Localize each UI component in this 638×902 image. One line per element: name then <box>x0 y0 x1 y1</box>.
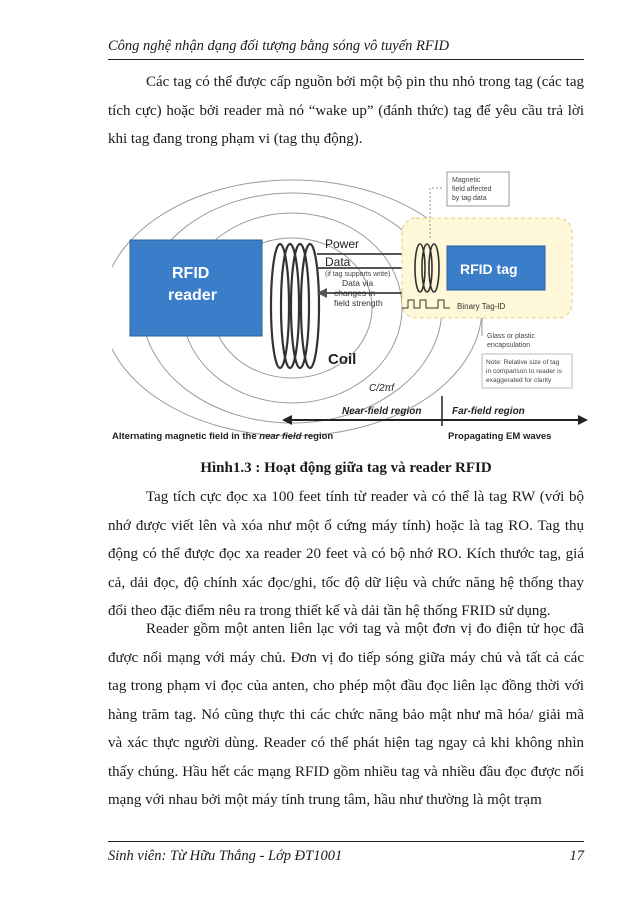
relative-note-2: in comparison to reader is <box>486 368 562 375</box>
rfid-diagram <box>112 168 588 446</box>
magnetic-note-2: field affected <box>452 186 492 193</box>
data-via-2: changes in <box>334 288 376 298</box>
glass-note-2: encapsulation <box>487 342 531 349</box>
far-field-label: Far-field region <box>452 406 525 417</box>
coil-label: Coil <box>328 351 357 368</box>
reader-coil <box>271 244 319 368</box>
formula-label: C/2πf <box>369 383 395 394</box>
power-label: Power <box>325 237 360 251</box>
paragraph-2: Tag tích cực đọc xa 100 feet tính từ reader và có thể là tag RW (với bộ nhớ được viết lên và xóa như một ổ cứng máy tính) hoặc là tag RO. Tag thụ động có thể được đọc xa reader 20 feet và có bộ nhớ RO. Kích thước tag, giá cả, dải đọc, độ chính xác đọc/ghi, tốc độ dữ liệu và chức năng hệ thống thay đổi theo đặc điểm nêu ra trong thiết kế và dải tần hệ thống FRID sử dụng. <box>108 489 584 619</box>
running-header: Công nghệ nhận dạng đối tượng bằng sóng vô tuyến RFID <box>108 36 584 60</box>
paragraph-3: Reader gồm một anten liên lạc với tag và một đơn vị đo điện tử học đã được nối mạng với máy chủ. Đơn vị đo tiếp sóng giữa máy chủ và tất cả các tag trong phạm vi đọc của anten, cho phép một đầu đọc liên lạc đồng thời với hàng trăm tag. Nó cũng thực thi các chức năng bảo mật như mã hóa/ giải mã và xác thực người dùng. Reader có thể phát hiện tag ngay cả khi không nhìn thấy chúng. Hầu hết các mạng RFID gồm nhiều tag và nhiều đầu đọc được nối mạng với nhau bởi một máy tính trung tâm, hầu như thường là một trạm <box>108 621 584 808</box>
relative-note-1: Note: Relative size of tag <box>486 359 560 366</box>
binary-label: Binary Tag-ID <box>457 302 506 311</box>
data-note: (if tag supports write) <box>325 271 391 278</box>
page-number: 17 <box>569 848 584 864</box>
magnetic-note-1: Magnetic <box>452 177 481 184</box>
figure-caption: Hình1.3 : Hoạt động giữa tag và reader RFID <box>200 460 492 476</box>
data-via-1: Data via <box>342 278 374 288</box>
data-label: Data <box>325 255 351 269</box>
data-via-3: field strength <box>334 298 383 308</box>
near-field-label: Near-field region <box>342 406 422 417</box>
tag-label: RFID tag <box>460 261 518 277</box>
bottom-right-caption: Propagating EM waves <box>448 431 552 442</box>
bottom-left-caption: Alternating magnetic field in the near field region <box>112 431 334 442</box>
relative-note-3: exaggerated for clarity <box>486 377 552 384</box>
footer-student: Sinh viên: Từ Hữu Thắng - Lớp ĐT1001 <box>108 848 343 864</box>
reader-label-1: RFID <box>172 265 210 282</box>
glass-note-1: Glass or plastic <box>487 333 535 340</box>
paragraph-1: Các tag có thể được cấp nguồn bởi một bộ pin thu nhỏ trong tag (các tag tích cực) hoặc bởi reader mà nó “wake up” (đánh thức) tag để yêu cầu trả lời khi tag đang trong phạm vi (tag thụ động). <box>108 74 584 147</box>
rfid-operation-figure <box>112 168 588 446</box>
magnetic-note-3: by tag data <box>452 195 487 202</box>
reader-label-2: reader <box>168 287 217 304</box>
page-footer <box>108 841 584 866</box>
